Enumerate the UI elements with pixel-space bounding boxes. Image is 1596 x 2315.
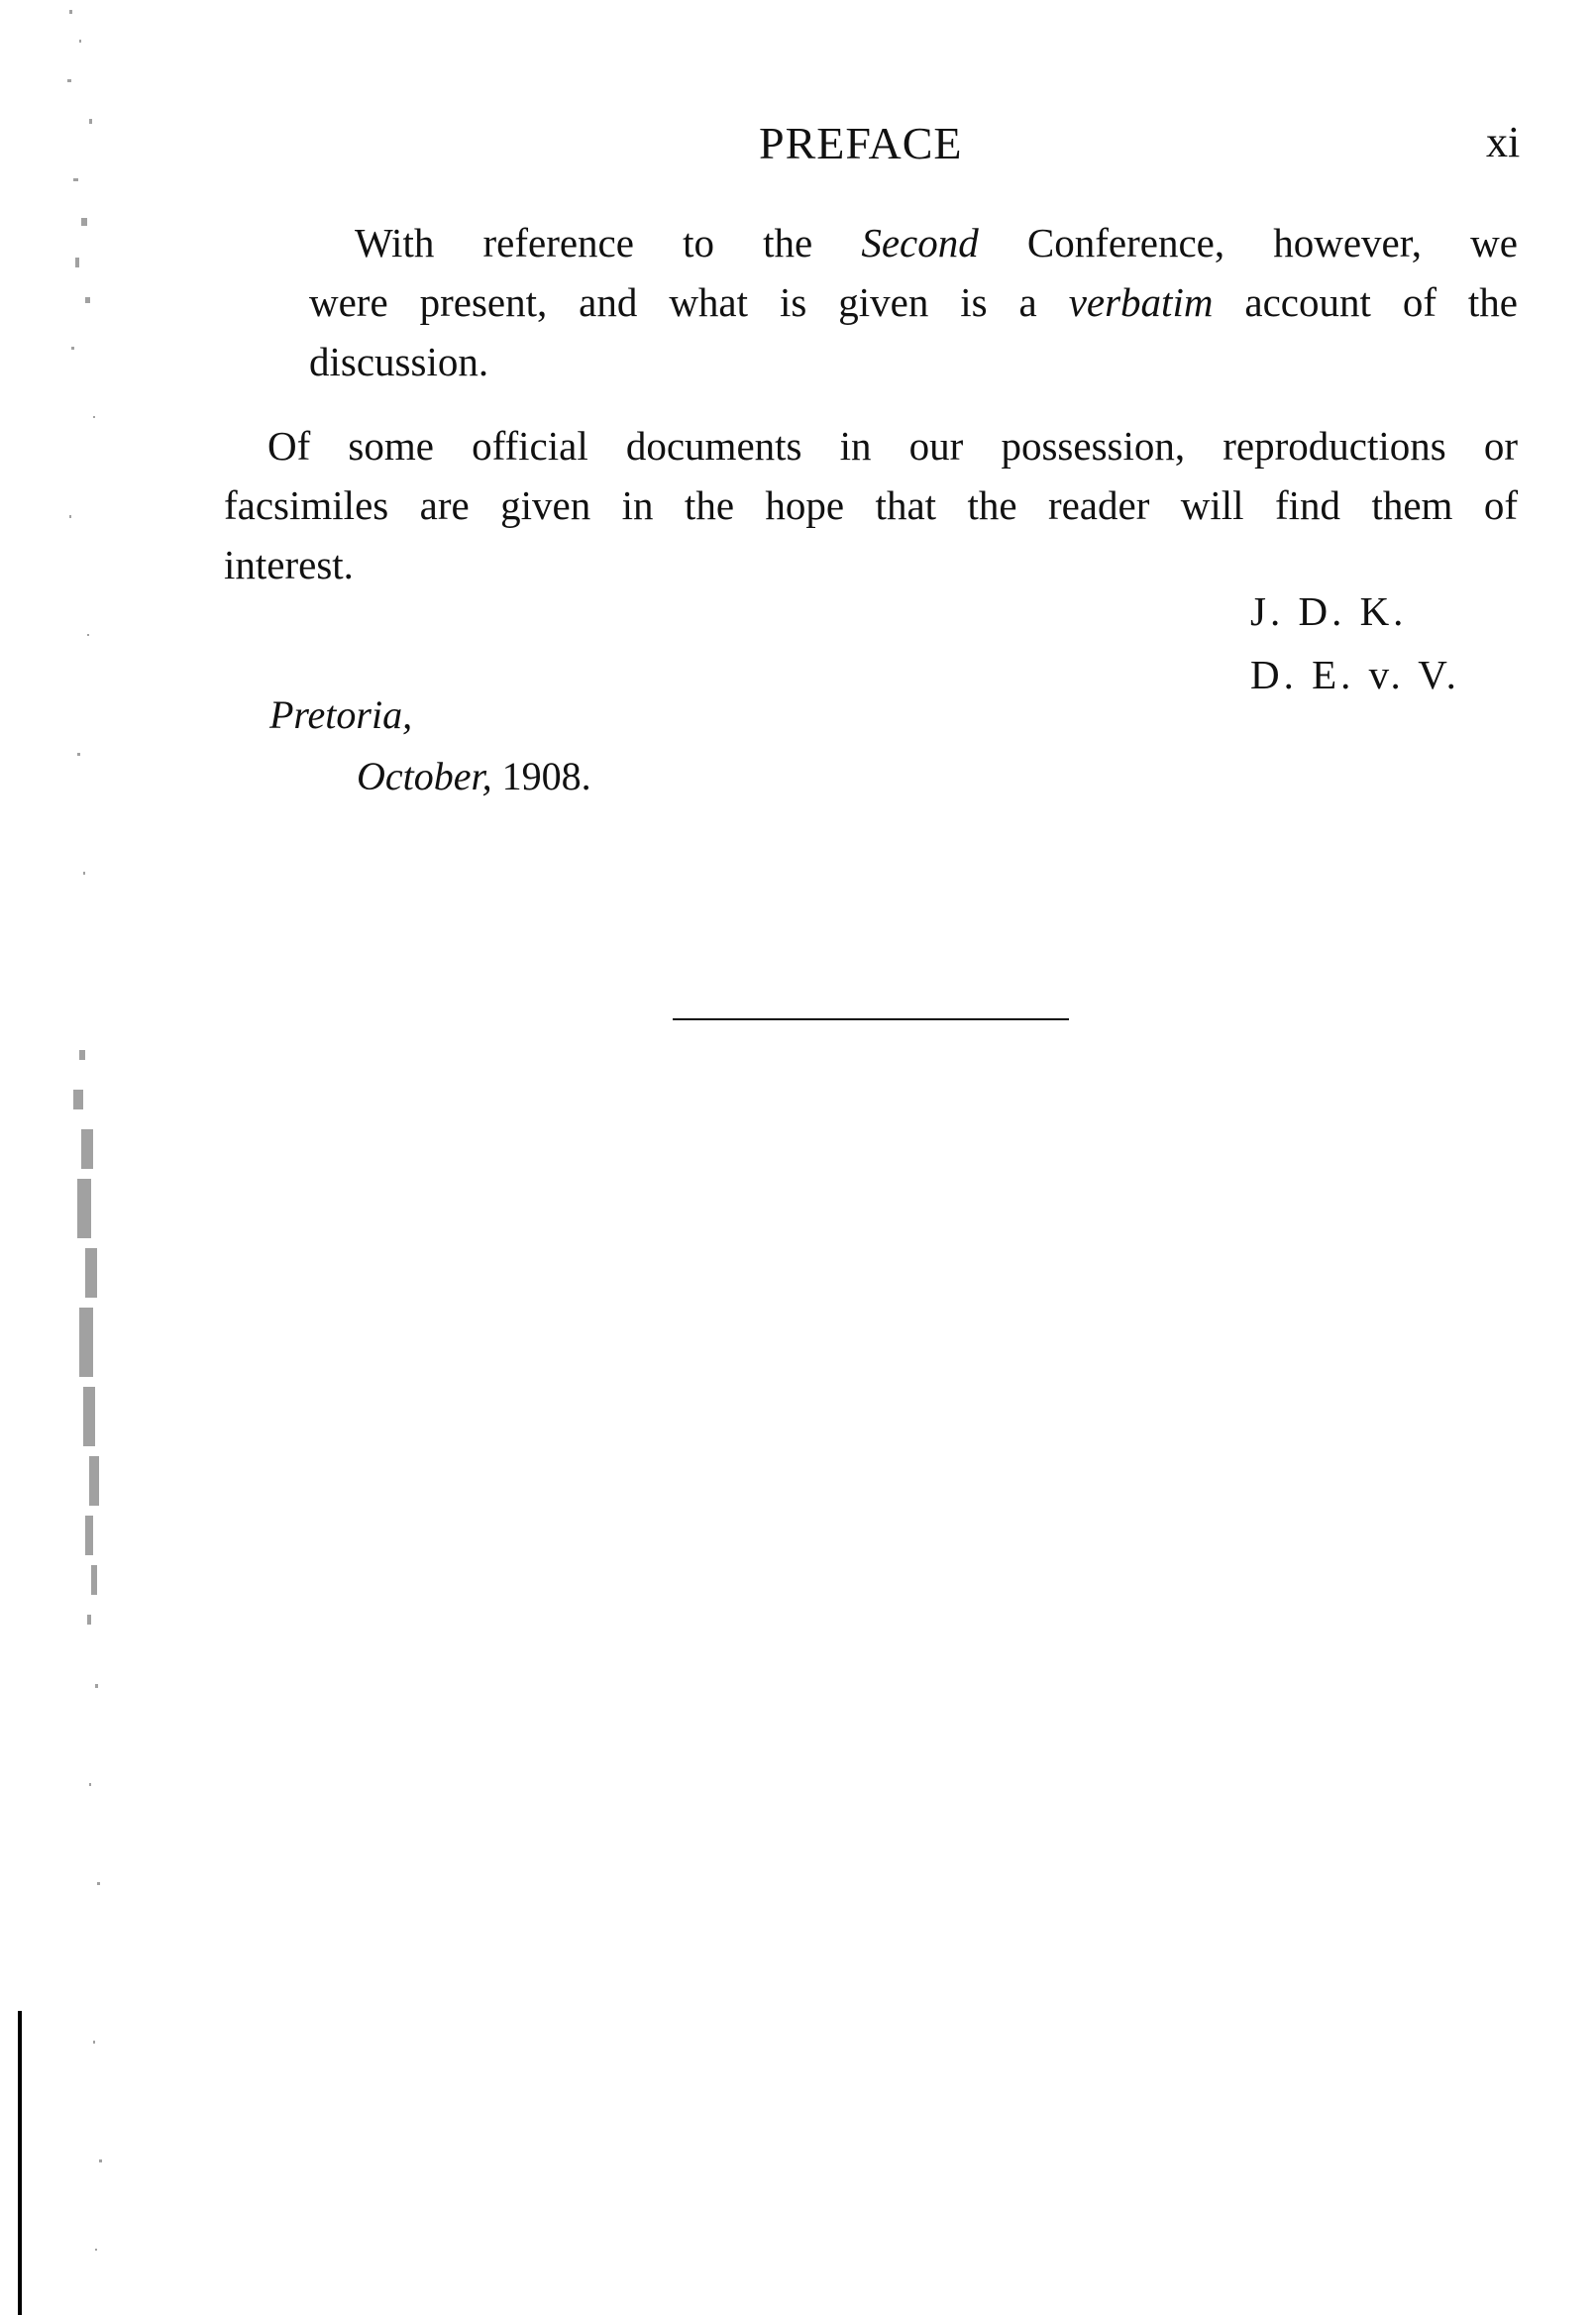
author-initials-1: J. D. K. (1250, 588, 1408, 634)
author-signature (1250, 579, 1460, 706)
dateline-month: October, (357, 754, 492, 798)
paragraph-line: Of some official documents in our possession, reproductions or (267, 423, 1518, 469)
dateline-date (357, 745, 591, 808)
text-run: were present, and what is given is a (309, 279, 1069, 325)
paragraph-line: discussion. (309, 339, 489, 384)
page-title: PREFACE (759, 118, 963, 168)
italic-term-second: Second (861, 220, 979, 265)
text-run: With reference to the (355, 220, 862, 265)
author-initials-2: D. E. v. V. (1250, 652, 1460, 697)
binding-edge-line (18, 2011, 22, 2315)
running-head (0, 117, 1596, 176)
section-end-rule (673, 1018, 1069, 1020)
paragraph-official-documents (224, 416, 1518, 594)
text-run: Conference, however, we (978, 220, 1518, 265)
dateline-year: 1908. (491, 754, 591, 798)
paragraph-line: interest. (224, 542, 354, 587)
paragraph-line (309, 272, 1518, 332)
paragraph-line (309, 213, 1518, 272)
scan-gutter-noise (59, 0, 168, 2315)
text-run: account of the (1213, 279, 1518, 325)
paragraph-line: facsimiles are given in the hope that the reader will find them of (224, 482, 1518, 528)
italic-term-verbatim: verbatim (1068, 279, 1214, 325)
dateline-place: Pretoria, (269, 692, 413, 737)
paragraph-second-conference (309, 213, 1518, 391)
page-number: xi (1486, 118, 1521, 166)
